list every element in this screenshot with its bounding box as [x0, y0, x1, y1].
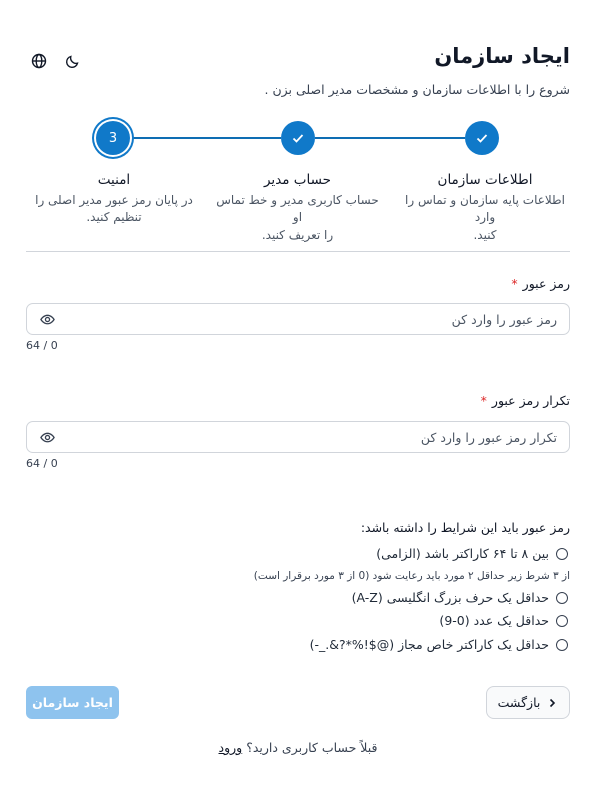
- step-3-number: 3: [108, 130, 118, 146]
- eye-icon[interactable]: [39, 311, 55, 327]
- rule-special-char: حداقل یک کاراکتر خاص مجاز (@$!%*?&._-): [310, 637, 568, 652]
- section-divider: [26, 251, 570, 252]
- password-rules-title: رمز عبور باید این شرایط را داشته باشد:: [360, 520, 570, 535]
- step-3-description: در پایان رمز عبور مدیر اصلی را تنظیم کنید.: [35, 193, 193, 225]
- step-1-text: [400, 172, 570, 244]
- page-title: ایجاد سازمان: [434, 44, 570, 68]
- rule-status-indicator: [556, 592, 568, 604]
- step-2-indicator: [281, 121, 315, 155]
- step-3-name: امنیت: [97, 172, 131, 188]
- create-organization-button[interactable]: [26, 686, 119, 719]
- password-input[interactable]: [26, 303, 570, 335]
- check-icon: [290, 130, 306, 146]
- login-prompt: [0, 740, 596, 755]
- globe-icon[interactable]: [30, 52, 48, 70]
- rule-status-indicator: [556, 639, 568, 651]
- step-2-text: [210, 172, 385, 244]
- confirm-password-input[interactable]: [26, 421, 570, 453]
- rules-note: از ۳ شرط زیر حداقل ۲ مورد باید رعایت شود (0 از ۳ مورد برقرار است): [253, 570, 570, 582]
- step-2-description: حساب کاربری مدیر و خط تماس او را تعریف کنید.: [216, 193, 379, 242]
- step-connector: [315, 137, 465, 139]
- step-3-indicator: [96, 121, 130, 155]
- confirm-password-placeholder: تکرار رمز عبور را وارد کن: [420, 429, 557, 445]
- step-1-indicator: [465, 121, 499, 155]
- password-label: رمز عبور*: [511, 276, 570, 291]
- rule-digit: حداقل یک عدد (0-9): [439, 613, 568, 628]
- back-button-label: بازگشت: [497, 695, 541, 710]
- page-subtitle: شروع را با اطلاعات سازمان و مشخصات مدیر اصلی بزن .: [264, 82, 570, 97]
- step-2-name: حساب مدیر: [263, 172, 332, 188]
- eye-icon[interactable]: [39, 429, 55, 445]
- check-icon: [474, 130, 490, 146]
- login-link[interactable]: ورود: [218, 740, 243, 755]
- login-question: قبلاً حساب کاربری دارید؟: [246, 740, 378, 755]
- rule-length: بین ۸ تا ۶۴ کاراکتر باشد (الزامی): [376, 546, 568, 561]
- step-connector: [131, 137, 281, 139]
- top-toolbar: [30, 52, 82, 70]
- chevron-right-icon: [546, 697, 558, 709]
- create-button-label: ایجاد سازمان: [32, 695, 113, 710]
- required-mark: *: [511, 276, 518, 291]
- rule-uppercase: حداقل یک حرف بزرگ انگلیسی (A-Z): [352, 590, 568, 605]
- moon-icon[interactable]: [64, 52, 82, 70]
- required-mark: *: [480, 393, 487, 408]
- step-3-text: [30, 172, 198, 227]
- rule-status-indicator: [556, 548, 568, 560]
- step-1-name: اطلاعات سازمان: [437, 172, 533, 188]
- rule-status-indicator: [556, 615, 568, 627]
- back-button[interactable]: [486, 686, 570, 719]
- confirm-password-char-counter: 64 / 0: [26, 457, 58, 470]
- password-placeholder: رمز عبور را وارد کن: [451, 311, 557, 327]
- password-char-counter: 64 / 0: [26, 339, 58, 352]
- confirm-password-label: تکرار رمز عبور*: [480, 393, 570, 408]
- step-1-description: اطلاعات پایه سازمان و تماس را وارد کنید.: [405, 193, 565, 242]
- stepper: [0, 118, 596, 158]
